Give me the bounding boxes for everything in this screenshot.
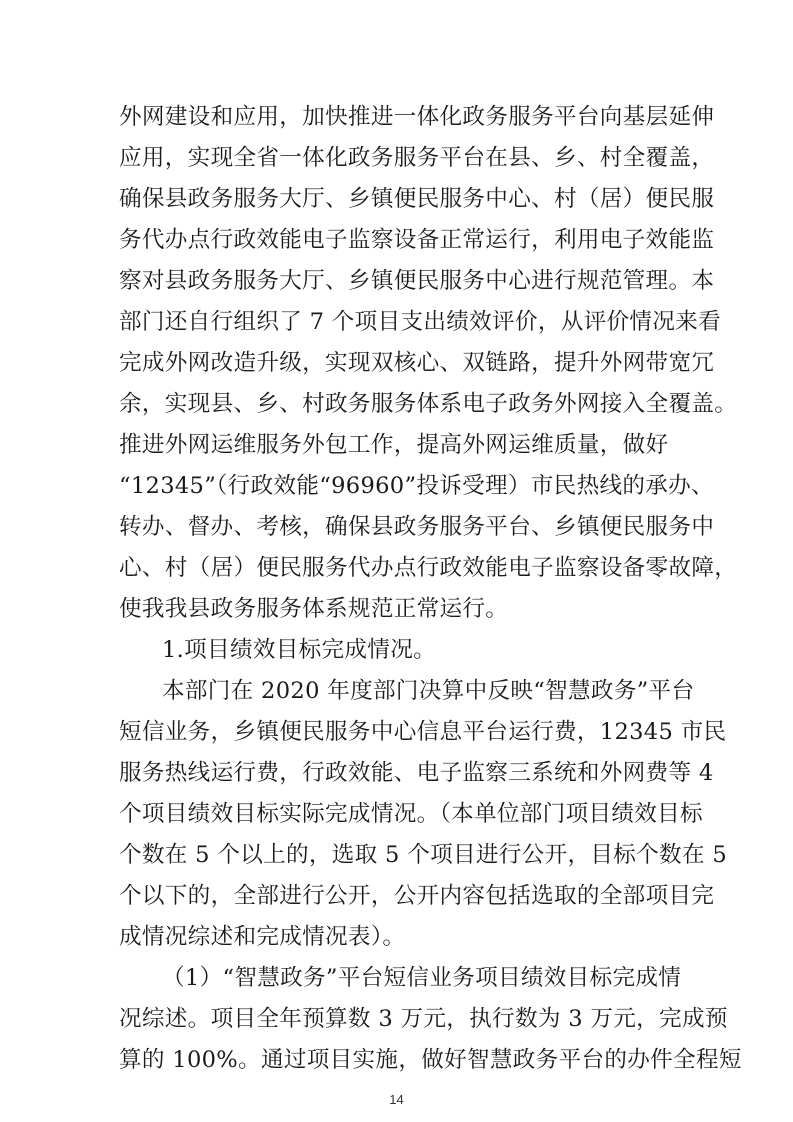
paragraph-line: 成情况综述和完成情况表）。	[119, 924, 406, 950]
paragraph-line: 应用，实现全省一体化政务服务平台在县、乡、村全覆盖，	[119, 145, 715, 171]
paragraph-line: 使我我县政务服务体系规范正常运行。	[119, 596, 509, 622]
paragraph-line: 个以下的，全部进行公开，公开内容包括选取的全部项目完	[119, 883, 715, 909]
paragraph-line: 况综述。项目全年预算数 3 万元，执行数为 3 万元，完成预	[119, 1006, 728, 1032]
paragraph-line: 确保县政务服务大厅、乡镇便民服务中心、村（居）便民服	[119, 186, 715, 212]
paragraph-line: 余，实现县、乡、村政务服务体系电子政务外网接入全覆盖。	[119, 391, 738, 417]
paragraph-line: 短信业务，乡镇便民服务中心信息平台运行费，12345 市民	[119, 719, 727, 745]
paragraph-line: 推进外网运维服务外包工作，提高外网运维质量，做好	[119, 432, 669, 458]
paragraph-line: 察对县政务服务大厅、乡镇便民服务中心进行规范管理。本	[119, 268, 715, 294]
paragraph-line: 个项目绩效目标实际完成情况。（本单位部门项目绩效目标	[119, 801, 703, 827]
paragraph-line: 心、村（居）便民服务代办点行政效能电子监察设备零故障，	[119, 555, 738, 581]
paragraph-line: 服务热线运行费，行政效能、电子监察三系统和外网费等 4	[119, 760, 714, 786]
paragraph-line: 算的 100%。通过项目实施，做好智慧政务平台的办件全程短	[119, 1047, 742, 1073]
paragraph-line: 本部门在 2020 年度部门决算中反映“智慧政务”平台	[162, 678, 695, 704]
paragraph-line: 外网建设和应用，加快推进一体化政务服务平台向基层延伸	[119, 104, 715, 130]
section-heading: 1.项目绩效目标完成情况。	[162, 637, 436, 663]
subsection-heading-line: （1）“智慧政务”平台短信业务项目绩效目标完成情	[162, 965, 682, 991]
paragraph-line: 务代办点行政效能电子监察设备正常运行，利用电子效能监	[119, 227, 715, 253]
paragraph-line: 完成外网改造升级，实现双核心、双链路，提升外网带宽冗	[119, 350, 715, 376]
paragraph-line: “12345”（行政效能“96960”投诉受理）市民热线的承办、	[119, 473, 714, 499]
paragraph-line: 转办、督办、考核，确保县政务服务平台、乡镇便民服务中	[119, 514, 715, 540]
paragraph-line: 个数在 5 个以上的，选取 5 个项目进行公开，目标个数在 5	[119, 842, 727, 868]
paragraph-line: 部门还自行组织了 7 个项目支出绩效评价，从评价情况来看	[119, 309, 721, 335]
page-number: 14	[389, 1092, 404, 1107]
